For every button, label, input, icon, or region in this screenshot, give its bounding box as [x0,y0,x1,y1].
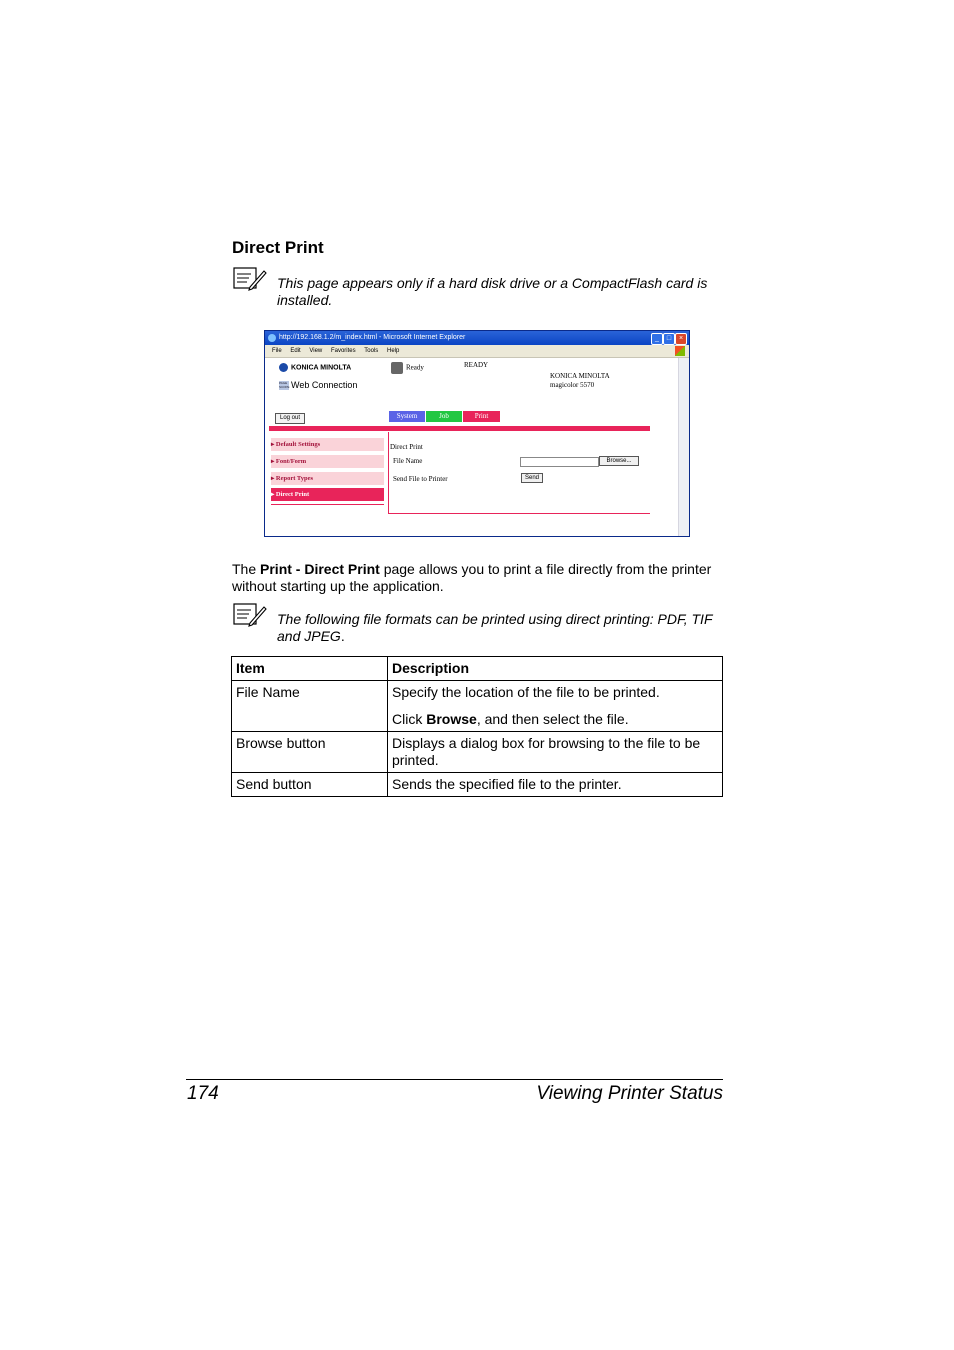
table-row [232,732,723,773]
table-cell-text: Specify the location of the file to be printed. [392,684,660,700]
browser-title-bar [265,331,689,345]
window-title: http://192.168.1.2/m_index.html - Microsoft Internet Explorer [279,334,466,341]
section-title: Direct Print [232,238,324,257]
table-cell-item: File Name [232,681,388,732]
sidebar-item-label: Direct Print [275,491,310,498]
printer-maker: KONICA MINOLTA [550,372,610,380]
content-bottom-line [388,513,650,514]
table-cell-item: Browse button [232,732,388,773]
tab-system[interactable]: System [389,411,425,422]
sidebar-item-font-form[interactable]: ▸ Font/Form [271,455,384,468]
konica-minolta-logo [279,363,351,372]
file-name-label: File Name [393,457,423,465]
menu-tools[interactable]: Tools [364,348,379,354]
sidebar-divider [271,504,384,505]
file-name-input[interactable] [520,457,599,467]
text-bold-part: Browse [426,711,477,727]
content-title: Direct Print [390,443,423,451]
sidebar-item-default-settings[interactable]: ▸ Default Settings [271,438,384,451]
table-header-row [232,657,723,681]
sidebar-item-direct-print[interactable]: ▸ Direct Print [271,488,384,501]
menu-bar [265,345,689,358]
km-globe-icon [279,363,288,372]
send-button[interactable]: Send [521,473,543,483]
note-text-body: The following file formats can be printed using direct printing: PDF, TIF and JPEG [277,611,713,644]
sidebar-item-report-types[interactable]: ▸ Report Types [271,472,384,485]
sidebar-item-label: Report Types [275,475,314,482]
menu-file[interactable]: File [272,348,282,354]
paragraph-pre: The [232,561,261,577]
menu-help[interactable]: Help [386,348,400,354]
note-text-end: . [340,628,345,644]
menu-favorites[interactable]: Favorites [330,348,356,354]
windows-logo-icon [675,346,685,356]
paragraph-bold: Print - Direct Print [260,561,380,577]
printer-model: magicolor 5570 [550,381,595,389]
scrollbar[interactable] [678,358,689,536]
table-cell-item: Send button [232,773,388,797]
table-cell-description: Sends the specified file to the printer. [388,773,723,797]
tab-print[interactable]: Print [463,411,500,422]
sidebar-item-label: Font/Form [275,458,307,465]
table-cell-description [388,681,723,732]
content-divider [388,432,389,514]
chapter-title: Viewing Printer Status [536,1083,723,1104]
status-indicator [391,362,424,374]
table-header-item: Item [232,657,388,681]
tab-job[interactable]: Job [426,411,462,422]
table-cell-description: Displays a dialog box for browsing to the file to be printed. [388,732,723,773]
paragraph-post: page allows you to print a file directly from the printer without starting up the application. [232,561,712,594]
table-row [232,773,723,797]
status-value: READY [464,361,489,369]
minimize-icon[interactable]: _ [651,333,663,345]
page-number: 174 [187,1083,219,1104]
footer-rule [186,1079,723,1080]
web-connection-label: Web Connection [291,380,358,390]
brand-name: KONICA MINOLTA [291,364,352,372]
send-file-label: Send File to Printer [393,475,448,483]
menu-edit[interactable]: Edit [290,348,301,354]
table-header-description: Description [388,657,723,681]
close-icon[interactable]: × [675,333,687,345]
text-part: Click [392,711,427,727]
printer-status-icon [391,362,403,374]
note-pencil-icon [233,603,267,629]
tab-underline-bar [269,426,650,431]
note-text [277,611,727,645]
ie-icon [268,334,276,342]
table-cell-text-2 [392,711,718,728]
table-row [232,681,723,732]
maximize-icon[interactable]: □ [663,333,675,345]
text-part: , and then select the file. [476,711,629,727]
description-table [231,656,723,797]
menu-view[interactable]: View [309,348,323,354]
note-text: This page appears only if a hard disk drive or a CompactFlash card is installed. [277,275,708,308]
description-paragraph [232,561,724,595]
sidebar-item-label: Default Settings [275,441,321,448]
browse-button[interactable]: Browse... [599,456,639,466]
browser-screenshot [264,330,690,537]
note-pencil-icon [233,267,267,293]
logout-button[interactable]: Log out [275,413,305,424]
pagescope-icon: PAGE SCOPE [279,381,290,390]
web-connection-logo [279,380,357,390]
status-label: Ready [406,363,424,372]
